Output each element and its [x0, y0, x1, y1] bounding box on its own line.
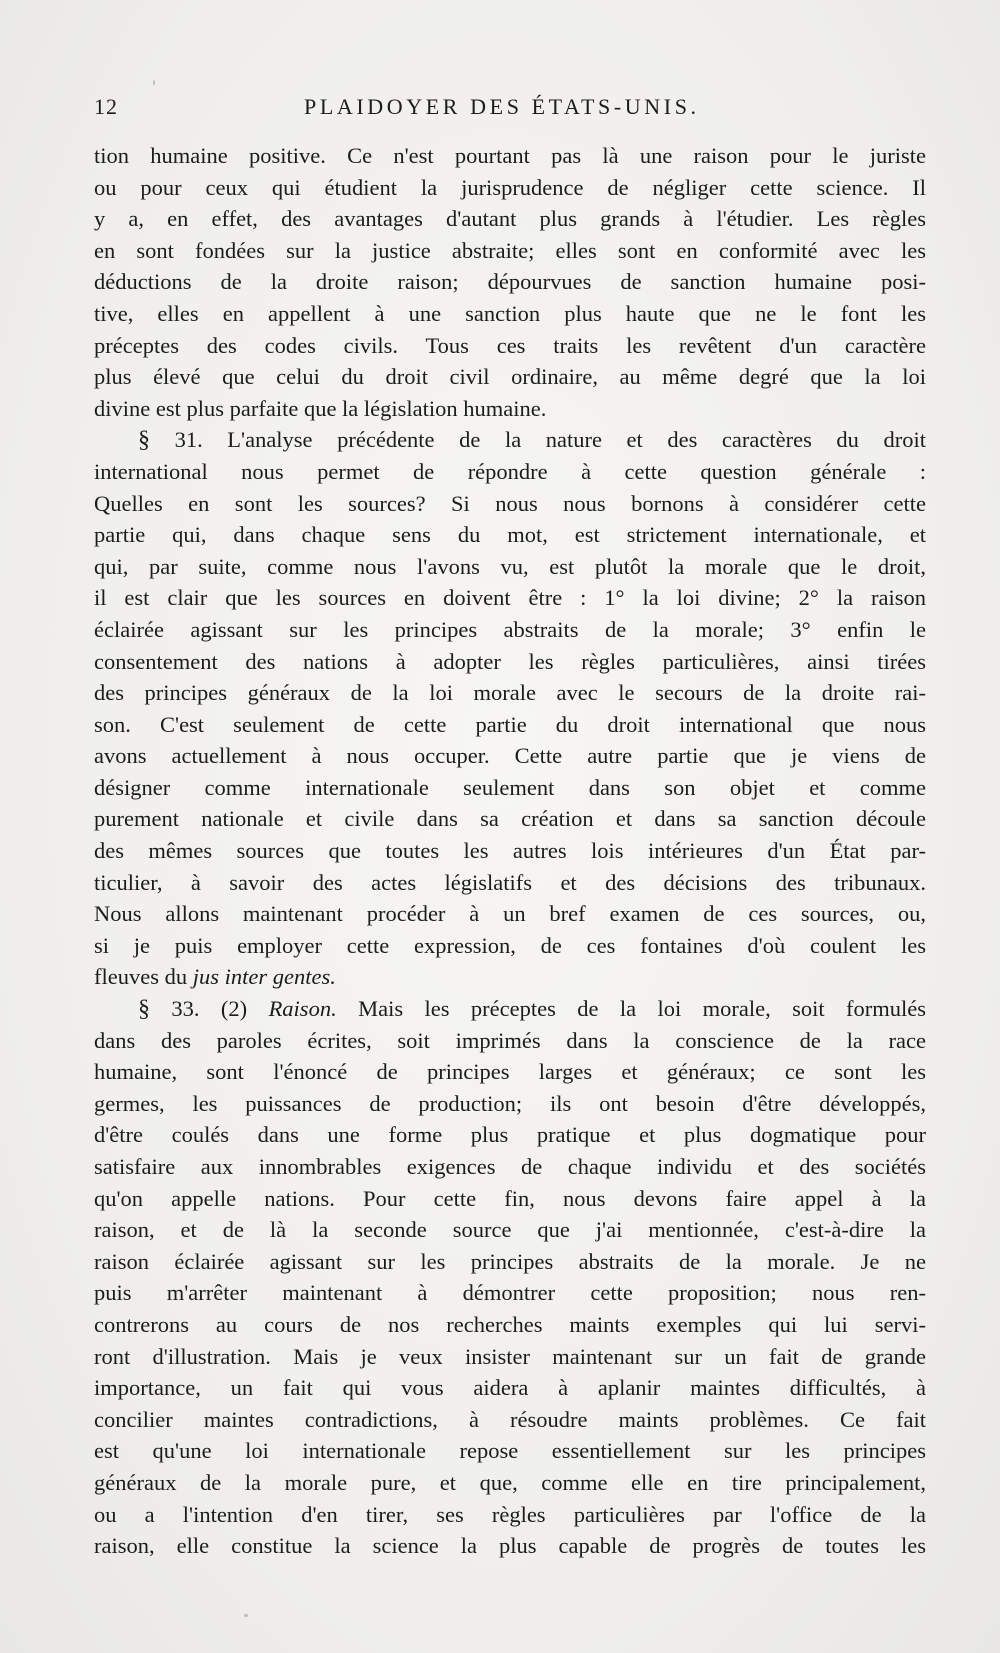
- text-line: Quelles en sont les sources? Si nous nous bornons à considérer cette: [94, 490, 926, 516]
- italic-text: Raison.: [268, 996, 337, 1022]
- text-line: raison éclairée agissant sur les principes abstraits de la morale. Je ne: [94, 1248, 926, 1274]
- text-line: il est clair que les sources en doivent être : 1° la loi divine; 2° la raison: [94, 585, 926, 611]
- text-line: en sont fondées sur la justice abstraite; elles sont en conformité avec les: [94, 237, 926, 263]
- text-line: désigner comme internationale seulement dans son objet et comme: [94, 774, 926, 800]
- italic-text: jus inter gentes.: [192, 964, 336, 990]
- text-line: préceptes des codes civils. Tous ces traits les revêtent d'un caractère: [94, 332, 926, 358]
- text-line: international nous permet de répondre à cette question générale :: [94, 458, 926, 484]
- text-line: ou a l'intention d'en tirer, ses règles particulières par l'office de la: [94, 1501, 926, 1527]
- text-line: dans des paroles écrites, soit imprimés dans la conscience de la race: [94, 1027, 926, 1053]
- text-line: humaine, sont l'énoncé de principes larges et généraux; ce sont les: [94, 1059, 926, 1085]
- body-text: [94, 140, 926, 1562]
- text-line: des principes généraux de la loi morale avec le secours de la droite rai-: [94, 680, 926, 706]
- text-line: ticulier, à savoir des actes législatifs et des décisions des tribunaux.: [94, 869, 926, 895]
- running-title: PLAIDOYER DES ÉTATS-UNIS.: [304, 94, 700, 119]
- text-line: concilier maintes contradictions, à résoudre maints problèmes. Ce fait: [94, 1406, 926, 1432]
- section-31-last-line: [94, 961, 926, 993]
- text-run: fleuves du: [94, 964, 193, 990]
- text-line: importance, un fait qui vous aidera à aplanir maintes difficultés, à: [94, 1375, 926, 1401]
- text-line: partie qui, dans chaque sens du mot, est strictement internationale, et: [94, 522, 926, 548]
- text-line: Nous allons maintenant procéder à un bref examen de ces sources, ou,: [94, 901, 926, 927]
- text-run: 31. L'analyse précédente de la nature et des caractères du droit: [174, 427, 926, 453]
- text-line: raison, et de là la seconde source que j'ai mentionnée, c'est-à-dire la: [94, 1217, 926, 1243]
- section-mark: §: [138, 996, 150, 1023]
- text-line: qu'on appelle nations. Pour cette fin, nous devons faire appel à la: [94, 1185, 926, 1211]
- text-line: généraux de la morale pure, et que, comme elle en tire principalement,: [94, 1469, 926, 1495]
- text-run: 33. (2): [171, 996, 269, 1022]
- text-line: satisfaire aux innombrables exigences de chaque individu et des sociétés: [94, 1154, 926, 1179]
- page-number: 12: [94, 94, 118, 119]
- text-line: tive, elles en appellent à une sanction plus haute que ne le font les: [94, 300, 926, 326]
- text-line: divine est plus parfaite que la législation humaine.: [94, 395, 547, 421]
- section-33-first-line: [94, 993, 926, 1025]
- text-line: tion humaine positive. Ce n'est pourtant pas là une raison pour le juriste: [94, 143, 926, 168]
- text-line: raison, elle constitue la science la plus capable de progrès de toutes les: [94, 1533, 926, 1559]
- text-line: des mêmes sources que toutes les autres lois intérieures d'un État par-: [94, 838, 926, 864]
- text-line: si je puis employer cette expression, de ces fontaines d'où coulent les: [94, 932, 926, 958]
- text-run: Mais les préceptes de la loi morale, soit formulés: [336, 996, 926, 1022]
- paper-speck: [244, 1614, 248, 1617]
- section-31-first-line: [94, 424, 926, 456]
- text-line: qui, par suite, comme nous l'avons vu, est plutôt la morale que le droit,: [94, 553, 926, 579]
- text-line: consentement des nations à adopter les règles particulières, ainsi tirées: [94, 648, 926, 674]
- text-line: germes, les puissances de production; ils ont besoin d'être développés,: [94, 1090, 926, 1116]
- text-line: purement nationale et civile dans sa création et dans sa sanction découle: [94, 806, 926, 832]
- text-line: éclairée agissant sur les principes abstraits de la morale; 3° enfin le: [94, 616, 926, 642]
- text-line: contrerons au cours de nos recherches maints exemples qui lui servi-: [94, 1311, 926, 1337]
- text-line: puis m'arrêter maintenant à démontrer cette proposition; nous ren-: [94, 1280, 926, 1306]
- text-line: ront d'illustration. Mais je veux insister maintenant sur un fait de grande: [94, 1343, 926, 1369]
- text-line: déductions de la droite raison; dépourvues de sanction humaine posi-: [94, 269, 926, 295]
- text-line: avons actuellement à nous occuper. Cette autre partie que je viens de: [94, 743, 926, 769]
- section-mark: §: [138, 427, 150, 454]
- text-line: plus élevé que celui du droit civil ordinaire, au même degré que la loi: [94, 364, 926, 390]
- text-line: y a, en effet, des avantages d'autant plus grands à l'étudier. Les règles: [94, 206, 926, 232]
- text-line: son. C'est seulement de cette partie du droit international que nous: [94, 711, 926, 737]
- text-line: ou pour ceux qui étudient la jurisprudence de négliger cette science. Il: [94, 174, 926, 200]
- running-head: [94, 94, 924, 130]
- text-line: est qu'une loi internationale repose essentiellement sur les principes: [94, 1438, 926, 1464]
- paper-speck: [153, 80, 155, 85]
- text-line: d'être coulés dans une forme plus pratique et plus dogmatique pour: [94, 1122, 926, 1148]
